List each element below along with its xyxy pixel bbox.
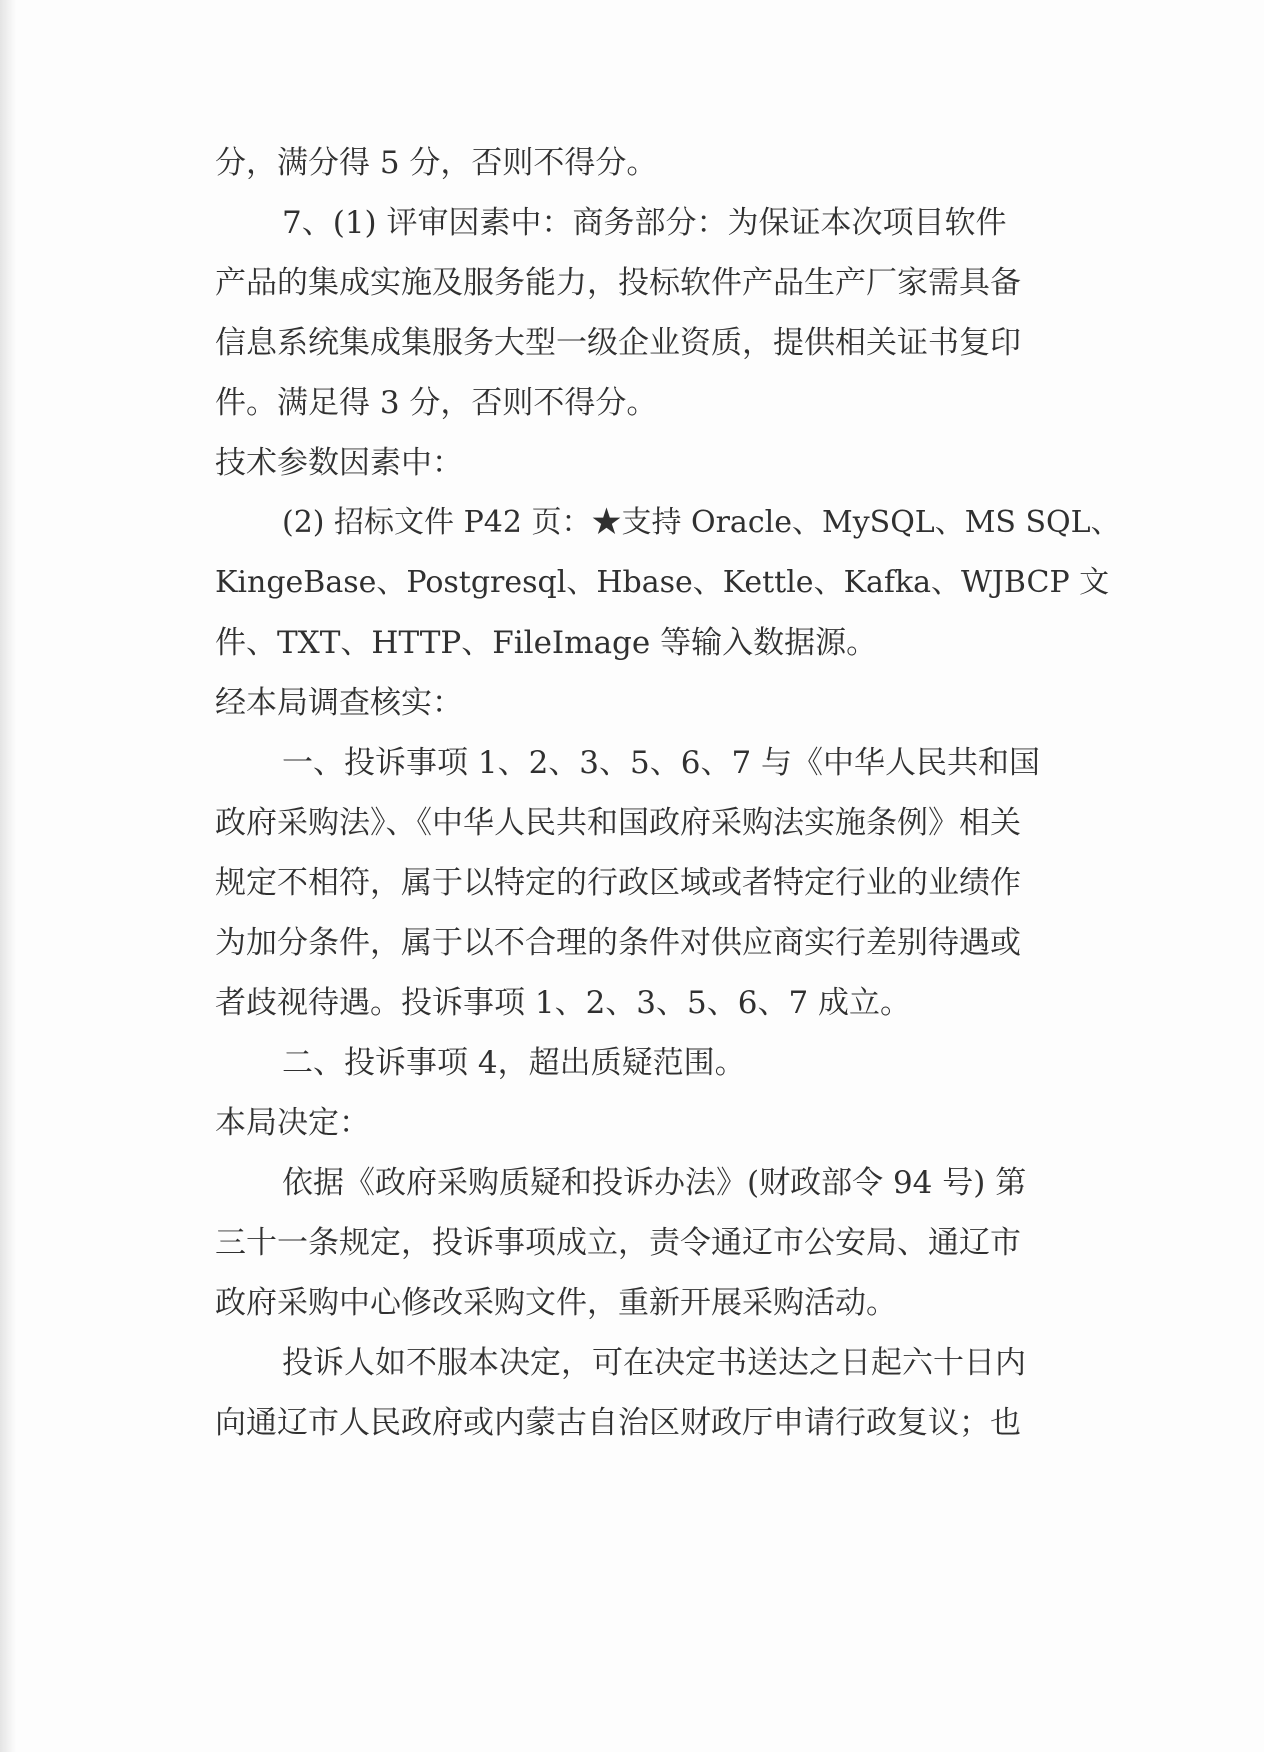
text-line-9: 件、TXT、HTTP、FileImage 等输入数据源。: [215, 625, 878, 661]
text-line-22: 向通辽市人民政府或内蒙古自治区财政厅申请行政复议；也: [215, 1405, 1021, 1441]
text-line-3: 产品的集成实施及服务能力，投标软件产品生产厂家需具备: [215, 265, 1021, 301]
text-line-20: 政府采购中心修改采购文件，重新开展采购活动。: [215, 1285, 897, 1321]
text-line-16: 二、投诉事项 4，超出质疑范围。: [282, 1045, 746, 1081]
text-line-4: 信息系统集成集服务大型一级企业资质，提供相关证书复印: [215, 325, 1021, 361]
text-line-12: 政府采购法》、《中华人民共和国政府采购法实施条例》相关: [215, 805, 1021, 841]
text-line-19: 三十一条规定，投诉事项成立，责令通辽市公安局、通辽市: [215, 1225, 1021, 1261]
text-line-10: 经本局调查核实：: [215, 685, 463, 721]
text-line-11: 一、投诉事项 1、2、3、5、6、7 与《中华人民共和国: [282, 745, 1041, 781]
text-line-21: 投诉人如不服本决定，可在决定书送达之日起六十日内: [282, 1345, 1026, 1381]
scan-edge-shadow: [0, 0, 16, 1752]
text-line-13: 规定不相符，属于以特定的行政区域或者特定行业的业绩作: [215, 865, 1021, 901]
text-line-8: KingeBase、Postgresql、Hbase、Kettle、Kafka、WJBCP 文: [215, 565, 1110, 600]
text-line-1: 分，满分得 5 分，否则不得分。: [215, 145, 658, 181]
text-line-18: 依据《政府采购质疑和投诉办法》(财政部令 94 号) 第: [282, 1165, 1027, 1201]
text-line-6: 技术参数因素中：: [215, 445, 463, 481]
text-line-2: 7、(1) 评审因素中：商务部分：为保证本次项目软件: [282, 205, 1007, 241]
text-line-17: 本局决定：: [215, 1105, 370, 1141]
text-line-14: 为加分条件，属于以不合理的条件对供应商实行差别待遇或: [215, 925, 1021, 961]
text-line-5: 件。满足得 3 分，否则不得分。: [215, 385, 658, 421]
text-line-7: (2) 招标文件 P42 页：★支持 Oracle、MySQL、MS SQL、: [282, 505, 1121, 540]
text-line-15: 者歧视待遇。投诉事项 1、2、3、5、6、7 成立。: [215, 985, 912, 1021]
